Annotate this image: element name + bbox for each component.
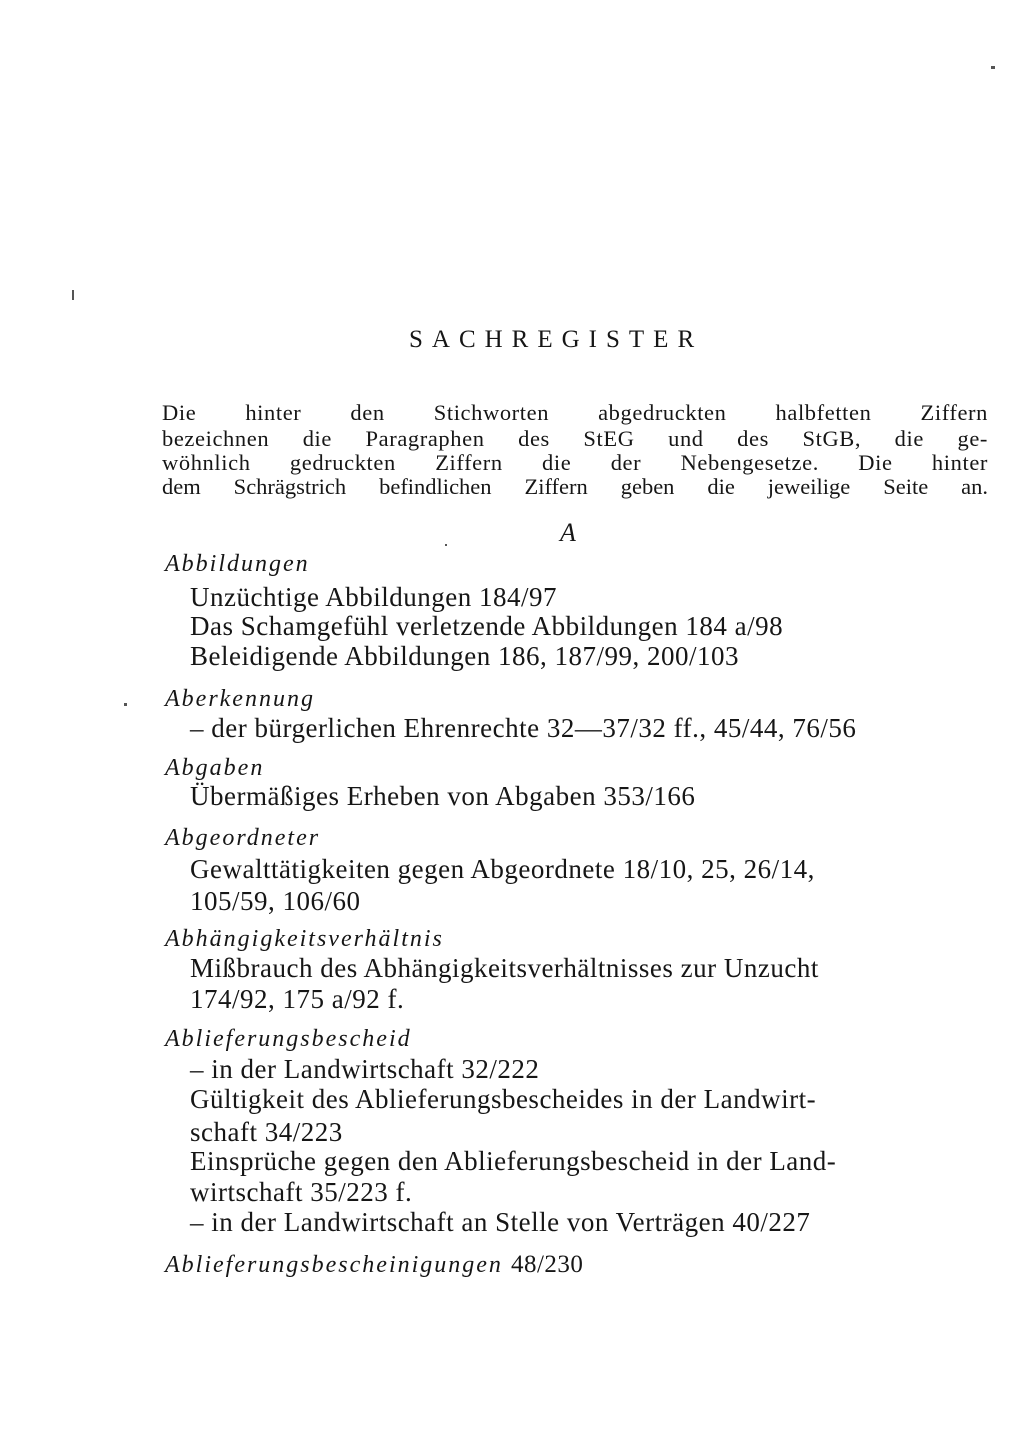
page-title: SACHREGISTER: [409, 326, 704, 353]
index-reference: 48/230: [510, 1251, 584, 1278]
index-line: 105/59, 106/60: [190, 886, 361, 916]
scan-speck: [124, 703, 127, 706]
index-line: Übermäßiges Erheben von Abgaben 353/166: [190, 781, 696, 811]
index-term: Ablieferungsbescheid: [165, 1026, 412, 1052]
index-term: [165, 1251, 583, 1279]
index-line: Unzüchtige Abbildungen 184/97: [190, 582, 557, 612]
index-term: Abbildungen: [165, 551, 310, 577]
index-line: Das Schamgefühl verletzende Abbildungen 184 a/98: [190, 611, 784, 641]
intro-line: bezeichnen die Paragraphen des StEG und des StGB, die ge-: [162, 426, 988, 451]
index-line: – in der Landwirtschaft 32/222: [190, 1054, 540, 1084]
scan-speck: [991, 66, 995, 69]
scan-speck: [445, 544, 447, 546]
index-line: wirtschaft 35/223 f.: [190, 1177, 413, 1207]
index-line: schaft 34/223: [190, 1117, 343, 1147]
intro-line: wöhnlich gedruckten Ziffern die der Nebengesetze. Die hinter: [162, 450, 988, 475]
index-line: – in der Landwirtschaft an Stelle von Verträgen 40/227: [190, 1207, 811, 1237]
index-line: Mißbrauch des Abhängigkeitsverhältnisses zur Unzucht: [190, 953, 819, 983]
index-line: 174/92, 175 a/92 f.: [190, 984, 405, 1014]
index-term: Abgaben: [165, 755, 265, 781]
intro-line: Die hinter den Stichworten abgedruckten halbfetten Ziffern: [162, 400, 988, 425]
index-term: Aberkennung: [165, 686, 315, 712]
index-line: Beleidigende Abbildungen 186, 187/99, 200/103: [190, 641, 739, 671]
index-term-label: Ablieferungsbescheinigungen: [165, 1252, 503, 1278]
index-line: Einsprüche gegen den Ablieferungsbescheid in der Land-: [190, 1146, 837, 1176]
index-line: Gewalttätigkeiten gegen Abgeordnete 18/10, 25, 26/14,: [190, 854, 815, 884]
scan-speck: [72, 290, 74, 300]
index-line: – der bürgerlichen Ehrenrechte 32—37/32 ff., 45/44, 76/56: [190, 713, 857, 743]
index-line: Gültigkeit des Ablieferungsbescheides in der Landwirt-: [190, 1084, 817, 1114]
index-term: Abgeordneter: [165, 825, 321, 851]
intro-line: dem Schrägstrich befindlichen Ziffern geben die jeweilige Seite an.: [162, 474, 988, 499]
index-term: Abhängigkeitsverhältnis: [165, 926, 444, 952]
section-letter: A: [560, 518, 576, 547]
